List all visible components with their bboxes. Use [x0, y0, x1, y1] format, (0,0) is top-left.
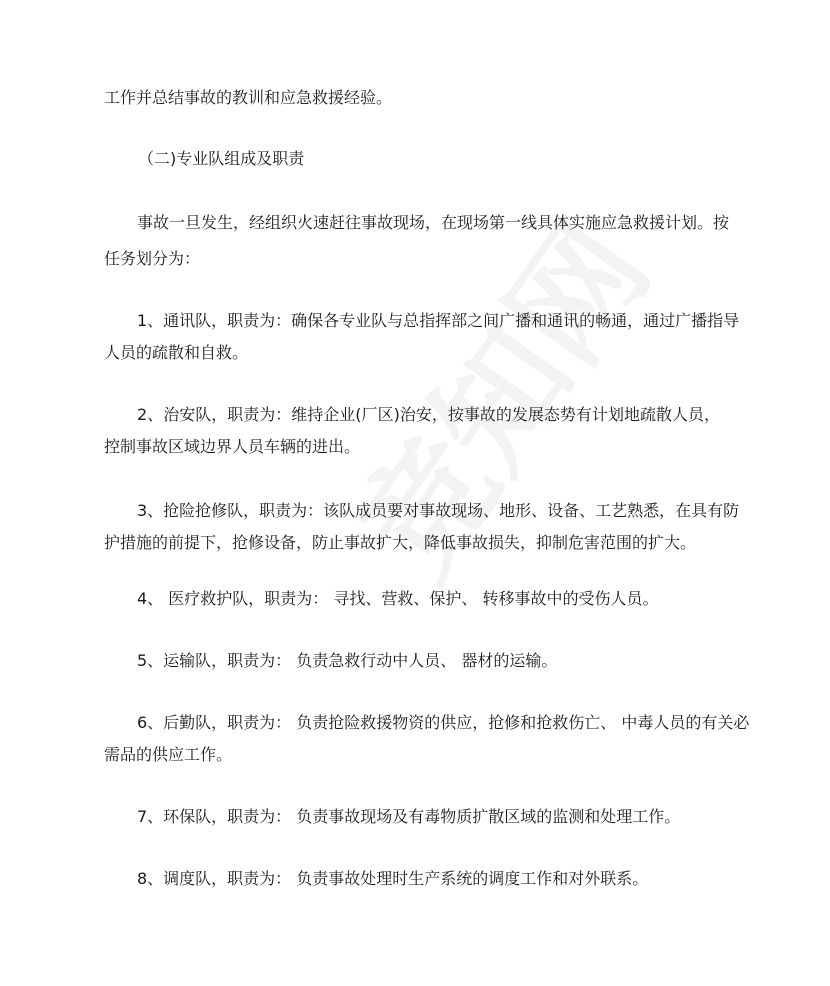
- item-6-line-1: 6、后勤队，职责为： 负责抢险救援物资的供应，抢修和抢救伤亡、 中毒人员的有关必: [137, 713, 750, 732]
- item-4: 4、 医疗救护队，职责为： 寻找、营救、保护、 转移事故中的受伤人员。: [137, 589, 659, 608]
- item-3-line-1: 3、抢险抢修队，职责为：该队成员要对事故现场、地形、设备、工艺熟悉，在具有防: [137, 501, 740, 520]
- intro-line-2: 任务划分为：: [104, 249, 201, 268]
- item-3-line-2: 护措施的前提下，抢修设备，防止事故扩大，降低事故损失，抑制危害范围的扩大。: [104, 533, 697, 552]
- intro-line-1: 事故一旦发生，经组织火速赶往事故现场，在现场第一线具体实施应急救援计划。按: [137, 213, 730, 232]
- item-2-line-2: 控制事故区域边界人员车辆的进出。: [104, 437, 361, 456]
- paragraph-line: 工作并总结事故的教训和应急救援经验。: [104, 88, 393, 107]
- item-5: 5、运输队，职责为： 负责急救行动中人员、 器材的运输。: [137, 651, 558, 670]
- item-7: 7、环保队，职责为： 负责事故现场及有毒物质扩散区域的监测和处理工作。: [137, 807, 681, 826]
- section-heading: （二)专业队组成及职责: [138, 149, 305, 168]
- item-8: 8、调度队，职责为： 负责事故处理时生产系统的调度工作和对外联系。: [137, 869, 649, 888]
- item-1-line-1: 1、通讯队，职责为：确保各专业队与总指挥部之间广播和通讯的畅通，通过广播指导: [137, 311, 740, 330]
- item-6-line-2: 需品的供应工作。: [104, 745, 233, 764]
- item-1-line-2: 人员的疏散和自救。: [104, 343, 249, 362]
- item-2-line-1: 2、治安队，职责为：维持企业(厂区)治安，按事故的发展态势有计划地疏散人员，: [137, 405, 720, 424]
